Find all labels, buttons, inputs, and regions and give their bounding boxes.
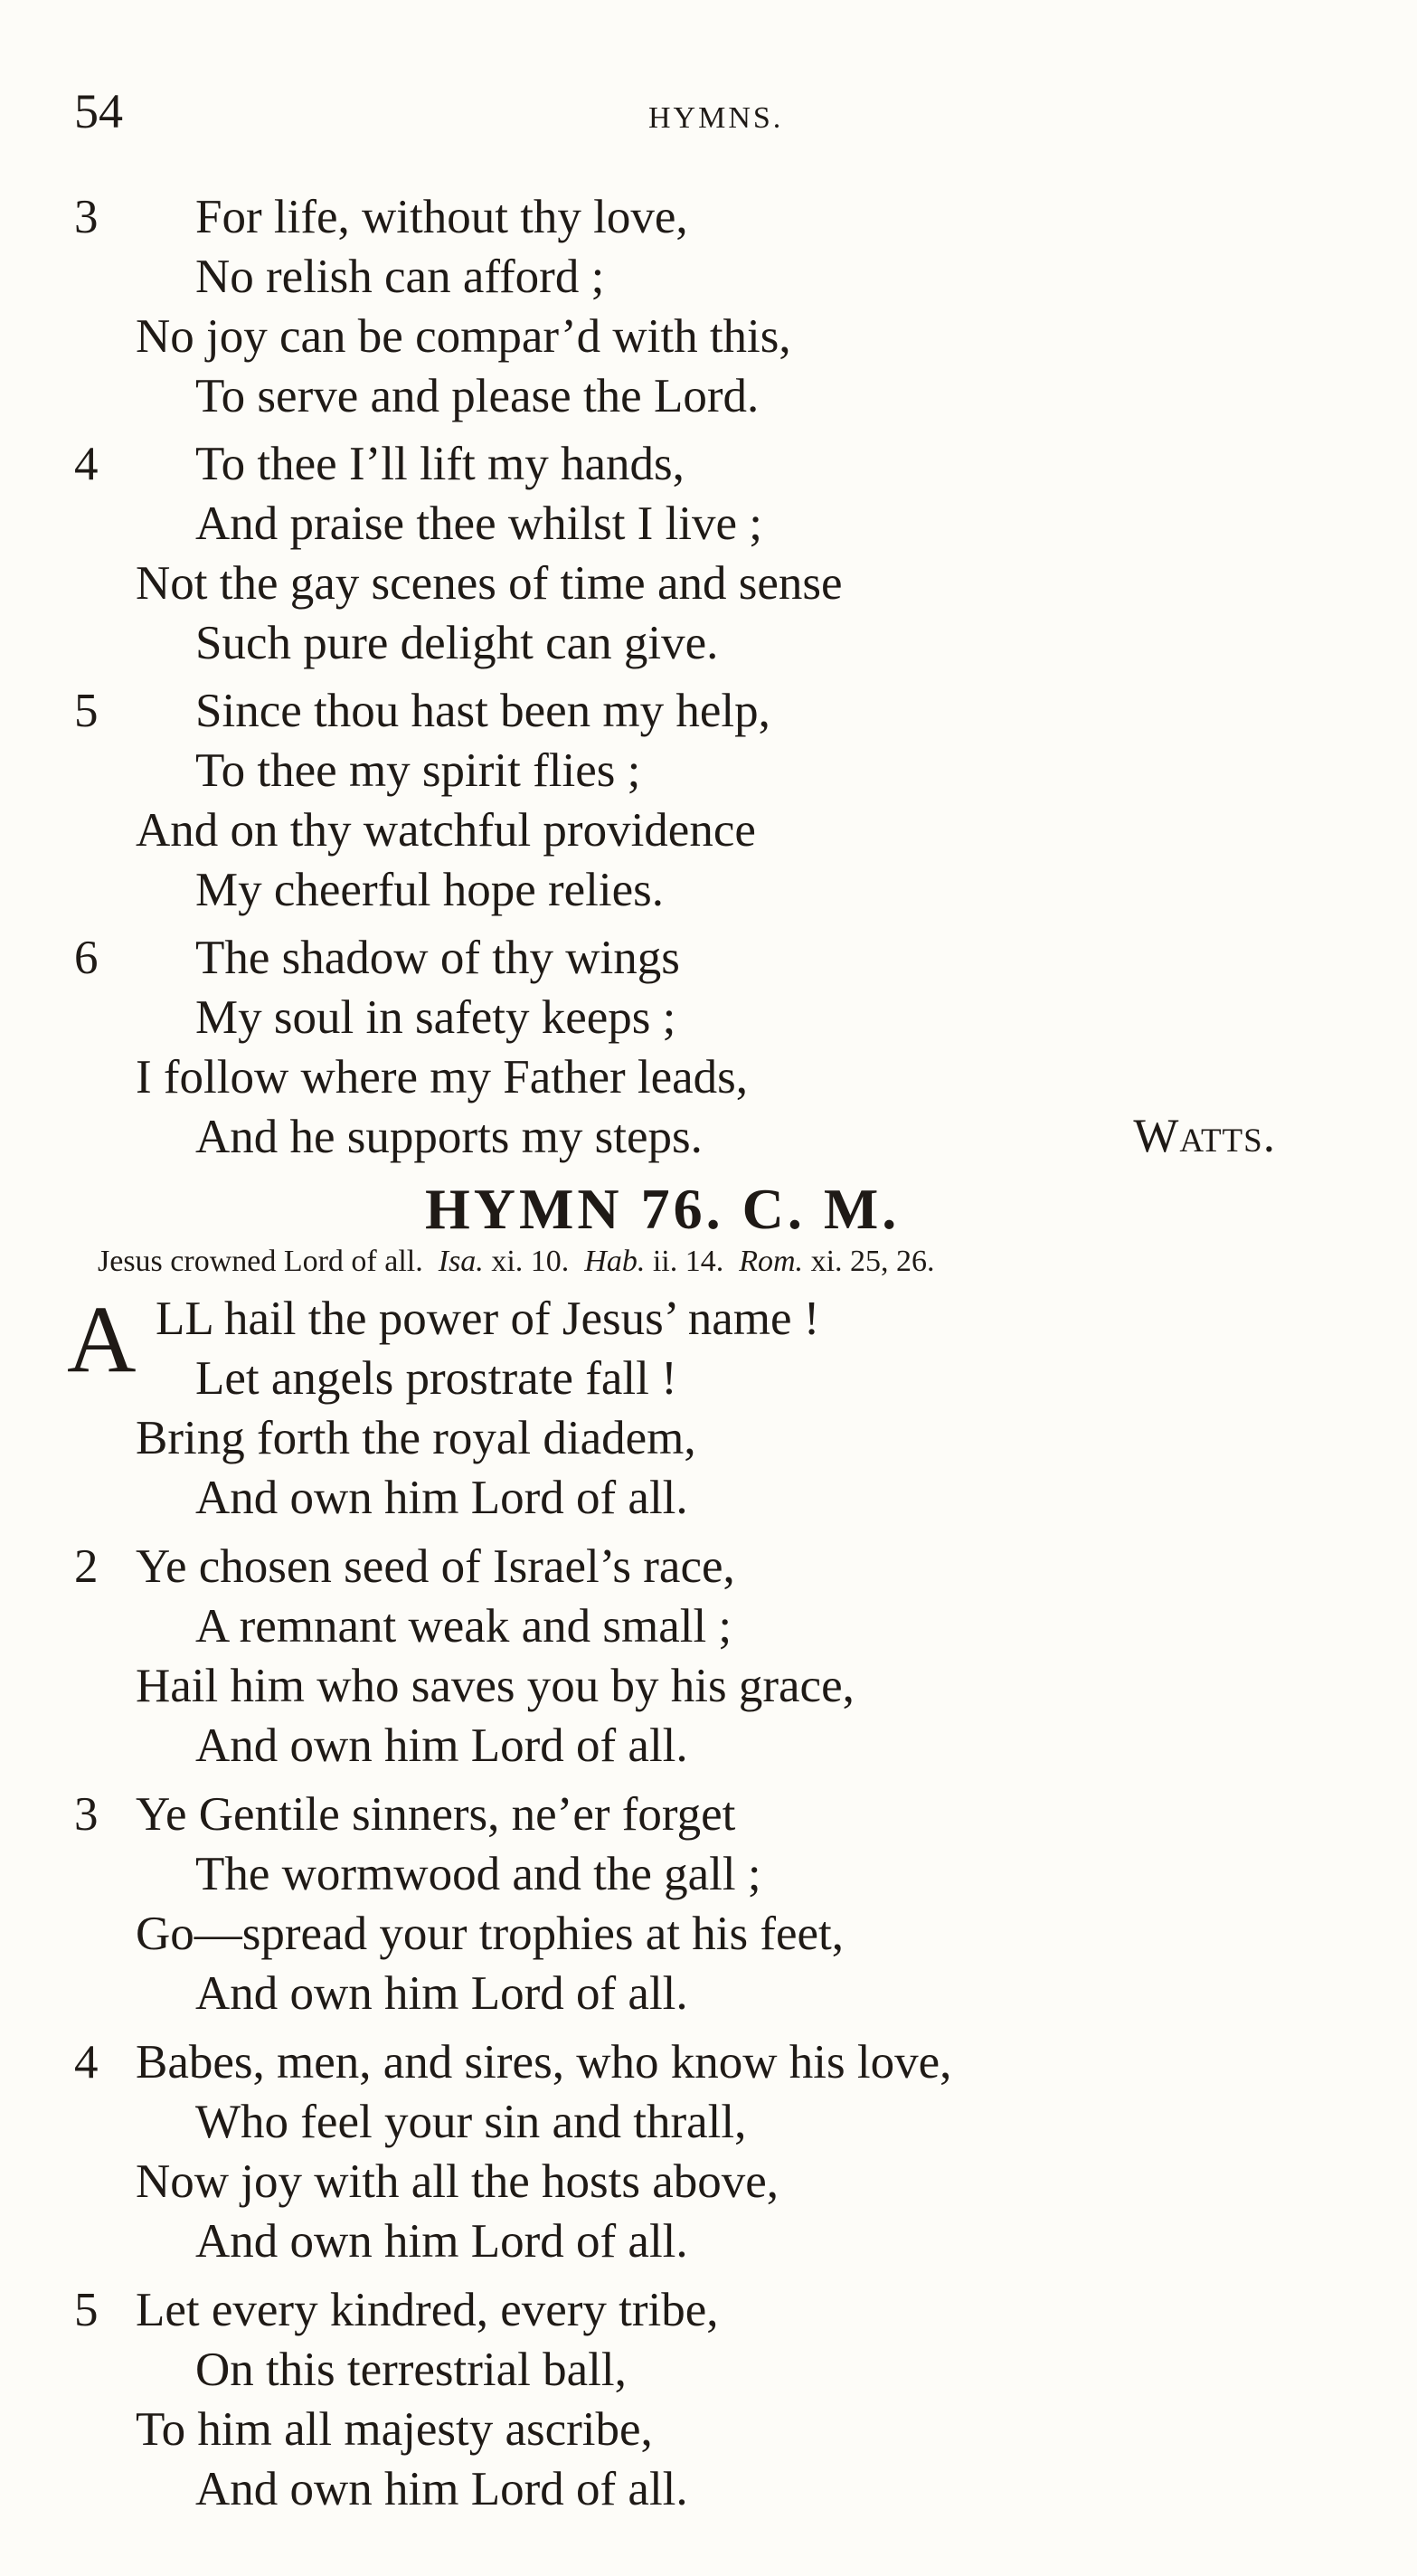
verse-line: Now joy with all the hosts above, xyxy=(136,2155,779,2208)
verse-line: Ye chosen seed of Israel’s race, xyxy=(136,1540,735,1593)
verse-line: I follow where my Father leads, xyxy=(136,1051,749,1103)
verse-line: Let angels prostrate fall ! xyxy=(195,1352,677,1405)
scripture-ref: ii. 14. xyxy=(652,1245,724,1278)
verse-line: Who feel your sin and thrall, xyxy=(195,2096,747,2148)
verse-line: To thee my spirit flies ; xyxy=(195,744,641,797)
stanza-number: 5 xyxy=(74,2284,99,2336)
verse-line: No joy can be compar’d with this, xyxy=(136,310,791,363)
verse-line: On this terrestrial ball, xyxy=(195,2344,627,2396)
stanza-number: 2 xyxy=(74,1540,99,1593)
verse-line: And on thy watchful providence xyxy=(136,804,756,857)
verse-line: LL hail the power of Jesus’ name ! xyxy=(156,1293,820,1345)
verse-line: And own him Lord of all. xyxy=(195,2463,688,2515)
stanza-number: 3 xyxy=(74,191,99,243)
verse-line: Hail him who saves you by his grace, xyxy=(136,1660,855,1712)
hymn-subtitle xyxy=(98,1246,935,1277)
page-number: 54 xyxy=(74,84,123,138)
verse-line: Since thou hast been my help, xyxy=(195,685,770,737)
verse-line: Not the gay scenes of time and sense xyxy=(136,557,843,610)
stanza-number: 4 xyxy=(74,438,99,490)
scripture-book: Rom. xyxy=(739,1245,804,1278)
verse-line: Babes, men, and sires, who know his love, xyxy=(136,2036,952,2088)
verse-line: The wormwood and the gall ; xyxy=(195,1848,761,1900)
verse-line: Such pure delight can give. xyxy=(195,617,719,669)
verse-line: And he supports my steps. xyxy=(195,1111,703,1163)
verse-line: The shadow of thy wings xyxy=(195,932,680,984)
verse-line: A remnant weak and small ; xyxy=(195,1600,732,1653)
verse-line: My cheerful hope relies. xyxy=(195,864,665,916)
verse-line: To serve and please the Lord. xyxy=(195,370,760,422)
verse-line: And own him Lord of all. xyxy=(195,1719,688,1772)
stanza-number: 4 xyxy=(74,2036,99,2088)
stanza-number: 3 xyxy=(74,1788,99,1841)
subtitle-text: Jesus crowned Lord of all. xyxy=(98,1245,423,1278)
scripture-book: Isa. xyxy=(438,1245,484,1278)
verse-line: My soul in safety keeps ; xyxy=(195,991,676,1044)
verse-line: Ye Gentile sinners, ne’er forget xyxy=(136,1788,736,1841)
verse-line: Let every kindred, every tribe, xyxy=(136,2284,719,2336)
verse-line: And own him Lord of all. xyxy=(195,1967,688,2020)
stanza-number: 5 xyxy=(74,685,99,737)
scripture-book: Hab. xyxy=(584,1245,646,1278)
author-attribution: Watts. xyxy=(1133,1110,1276,1162)
verse-line: And own him Lord of all. xyxy=(195,2215,688,2268)
verse-line: No relish can afford ; xyxy=(195,251,605,303)
stanza-number: 6 xyxy=(74,932,99,984)
verse-line: And praise thee whilst I live ; xyxy=(195,497,763,550)
drop-cap: A xyxy=(67,1286,137,1392)
scripture-ref: xi. 25, 26. xyxy=(810,1245,935,1278)
verse-line: To him all majesty ascribe, xyxy=(136,2403,653,2456)
scripture-ref: xi. 10. xyxy=(491,1245,570,1278)
running-head: HYMNS. xyxy=(648,101,784,135)
verse-line: To thee I’ll lift my hands, xyxy=(195,438,685,490)
verse-line: Bring forth the royal diadem, xyxy=(136,1412,696,1464)
verse-line: Go—spread your trophies at his feet, xyxy=(136,1908,845,1960)
verse-line: For life, without thy love, xyxy=(195,191,688,243)
verse-line: And own him Lord of all. xyxy=(195,1472,688,1524)
page-header xyxy=(74,84,1343,150)
hymn-title: HYMN 76. C. M. xyxy=(425,1177,901,1241)
